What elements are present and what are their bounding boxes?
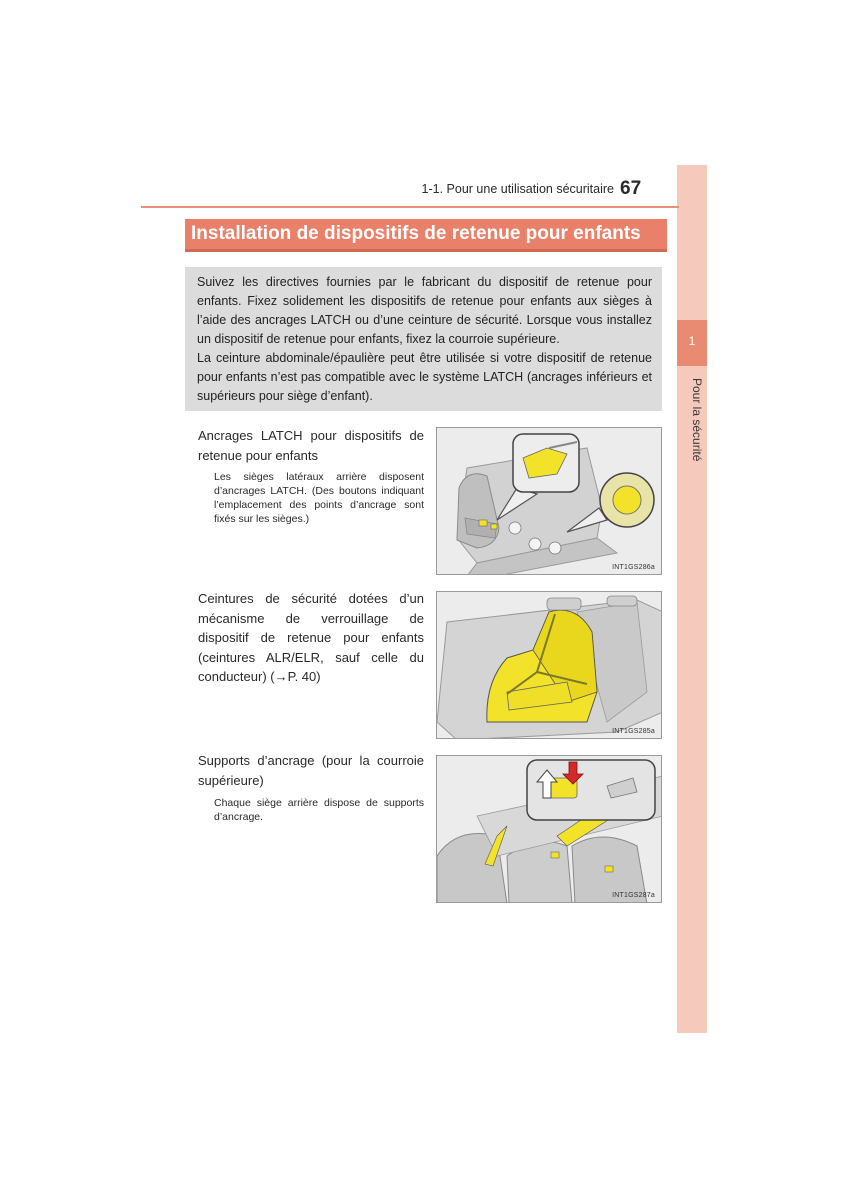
- item-tether-title: Supports d’ancrage (pour la courroie supérieure): [198, 753, 424, 788]
- illustration-seat-belt-child-seat: [436, 591, 662, 739]
- page-number: 67: [620, 178, 642, 199]
- section-title: Installation de dispositifs de retenue pour enfants: [191, 223, 641, 244]
- intro-paragraph-2: La ceinture abdominale/épaulière peut être utilisée si votre dispositif de retenue pour enfants n’est pas compatible avec le système LATCH (ancrages inférieurs et supérieurs pour siège d’enfant).: [197, 351, 652, 403]
- item-latch-title: Ancrages LATCH pour dispositifs de retenue pour enfants: [198, 428, 424, 463]
- item-latch-description: Les sièges latéraux arrière disposent d’ancrages LATCH. (Des boutons indiquant l’emplacement des points d’ancrage sont fixés sur les sièges.): [214, 471, 424, 525]
- intro-box: [185, 267, 662, 411]
- illustration-code: INT1GS285a: [612, 728, 655, 735]
- section-title-bar: [185, 219, 667, 252]
- section-header: 1-1. Pour une utilisation sécuritaire: [421, 182, 614, 196]
- intro-paragraph-1: Suivez les directives fournies par le fabricant du dispositif de retenue pour enfants. Fixez solidement les dispositifs de retenue pour enfants aux sièges à l’aide des ancrages LATCH ou d’une ceinture de sécurité. Lorsque vous installez un dispositif de retenue pour enfants, fixez la courroie supérieure.: [197, 275, 652, 346]
- illustration-code: INT1GS287a: [612, 892, 655, 899]
- illustration-code: INT1GS286a: [612, 564, 655, 571]
- item-alr-elr-title: Ceintures de sécurité dotées d’un mécanisme de verrouillage de dispositif de retenue pour enfants (ceintures ALR/ELR, sauf celle du conducteur) (→P. 40): [198, 591, 424, 684]
- item-tether-description: Chaque siège arrière dispose de supports d’ancrage.: [214, 797, 424, 823]
- chapter-label: Pour la sécurité: [690, 378, 704, 462]
- side-tab: [677, 165, 707, 1033]
- header-divider: [141, 206, 679, 208]
- chapter-number: 1: [677, 320, 707, 366]
- illustration-tether-anchors: [436, 755, 662, 903]
- illustration-latch-anchors: [436, 427, 662, 575]
